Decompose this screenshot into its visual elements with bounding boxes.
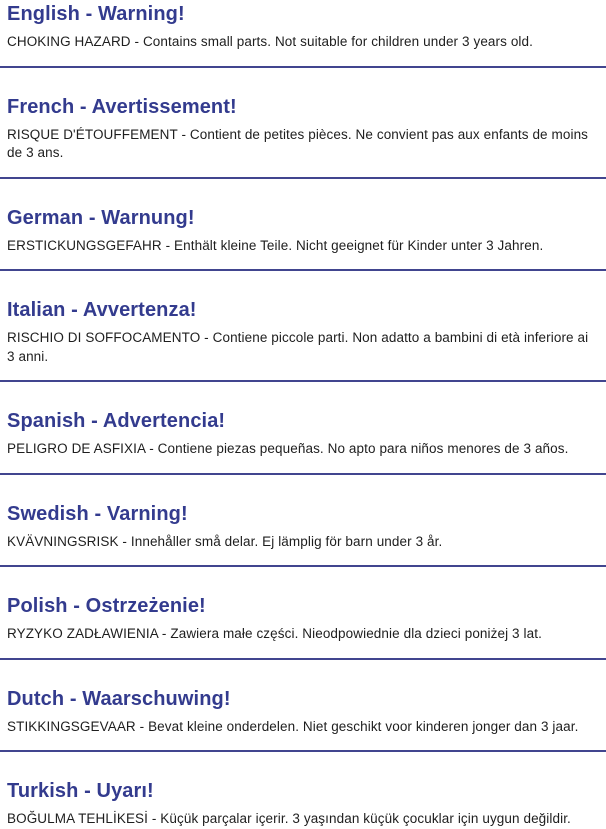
- section-body-spanish: PELIGRO DE ASFIXIA - Contiene piezas pequeñas. No apto para niños menores de 3 años.: [7, 441, 569, 456]
- warning-section-german: [7, 207, 597, 256]
- warning-section-english: [7, 3, 597, 52]
- section-divider: [0, 177, 606, 179]
- section-heading-polish: Polish - Ostrzeżenie!: [7, 595, 206, 617]
- section-body-polish: RYZYKO ZADŁAWIENIA - Zawiera małe części. Nieodpowiednie dla dzieci poniżej 3 lat.: [7, 626, 542, 641]
- section-body-swedish: KVÄVNINGSRISK - Innehåller små delar. Ej lämplig för barn under 3 år.: [7, 533, 443, 549]
- warning-label-page: [0, 3, 606, 829]
- section-body-italian: RISCHIO DI SOFFOCAMENTO - Contiene piccole parti. Non adatto a bambini di età inferiore ai 3 anni.: [7, 330, 589, 364]
- section-heading-dutch: Dutch - Waarschuwing!: [7, 687, 231, 710]
- section-heading-german: German - Warnung!: [7, 206, 195, 229]
- warning-section-dutch: [7, 688, 597, 737]
- section-heading-swedish: Swedish - Varning!: [7, 502, 188, 525]
- section-body-french: RISQUE D'ÉTOUFFEMENT - Contient de petites pièces. Ne convient pas aux enfants de moins de 3 ans.: [7, 126, 589, 160]
- section-divider: [0, 658, 606, 660]
- warning-label-document: [0, 3, 606, 829]
- section-body-dutch: STIKKINGSGEVAAR - Bevat kleine onderdelen. Niet geschikt voor kinderen jonger dan 3 jaar.: [7, 718, 579, 734]
- section-heading-english: English - Warning!: [7, 3, 185, 25]
- warning-section-french: [7, 96, 597, 163]
- warning-section-spanish: [7, 410, 597, 459]
- section-heading-spanish: Spanish - Advertencia!: [7, 410, 226, 432]
- warning-section-swedish: [7, 503, 597, 552]
- section-divider: [0, 380, 606, 382]
- section-body-german: ERSTICKUNGSGEFAHR - Enthält kleine Teile. Nicht geeignet für Kinder unter 3 Jahren.: [7, 237, 544, 253]
- section-divider: [0, 473, 606, 475]
- warning-section-polish: [7, 595, 597, 644]
- section-heading-italian: Italian - Avvertenza!: [7, 299, 197, 321]
- section-divider: [0, 66, 606, 68]
- section-divider: [0, 750, 606, 752]
- section-divider: [0, 565, 606, 567]
- section-heading-turkish: Turkish - Uyarı!: [7, 780, 154, 802]
- section-body-english: CHOKING HAZARD - Contains small parts. Not suitable for children under 3 years old.: [7, 34, 533, 49]
- warning-section-italian: [7, 299, 597, 366]
- section-body-turkish: BOĞULMA TEHLİKESİ - Küçük parçalar içerir. 3 yaşından küçük çocuklar için uygun değildir.: [7, 811, 571, 826]
- section-heading-french: French - Avertissement!: [7, 95, 237, 118]
- section-divider: [0, 269, 606, 271]
- warning-section-turkish: [7, 780, 597, 829]
